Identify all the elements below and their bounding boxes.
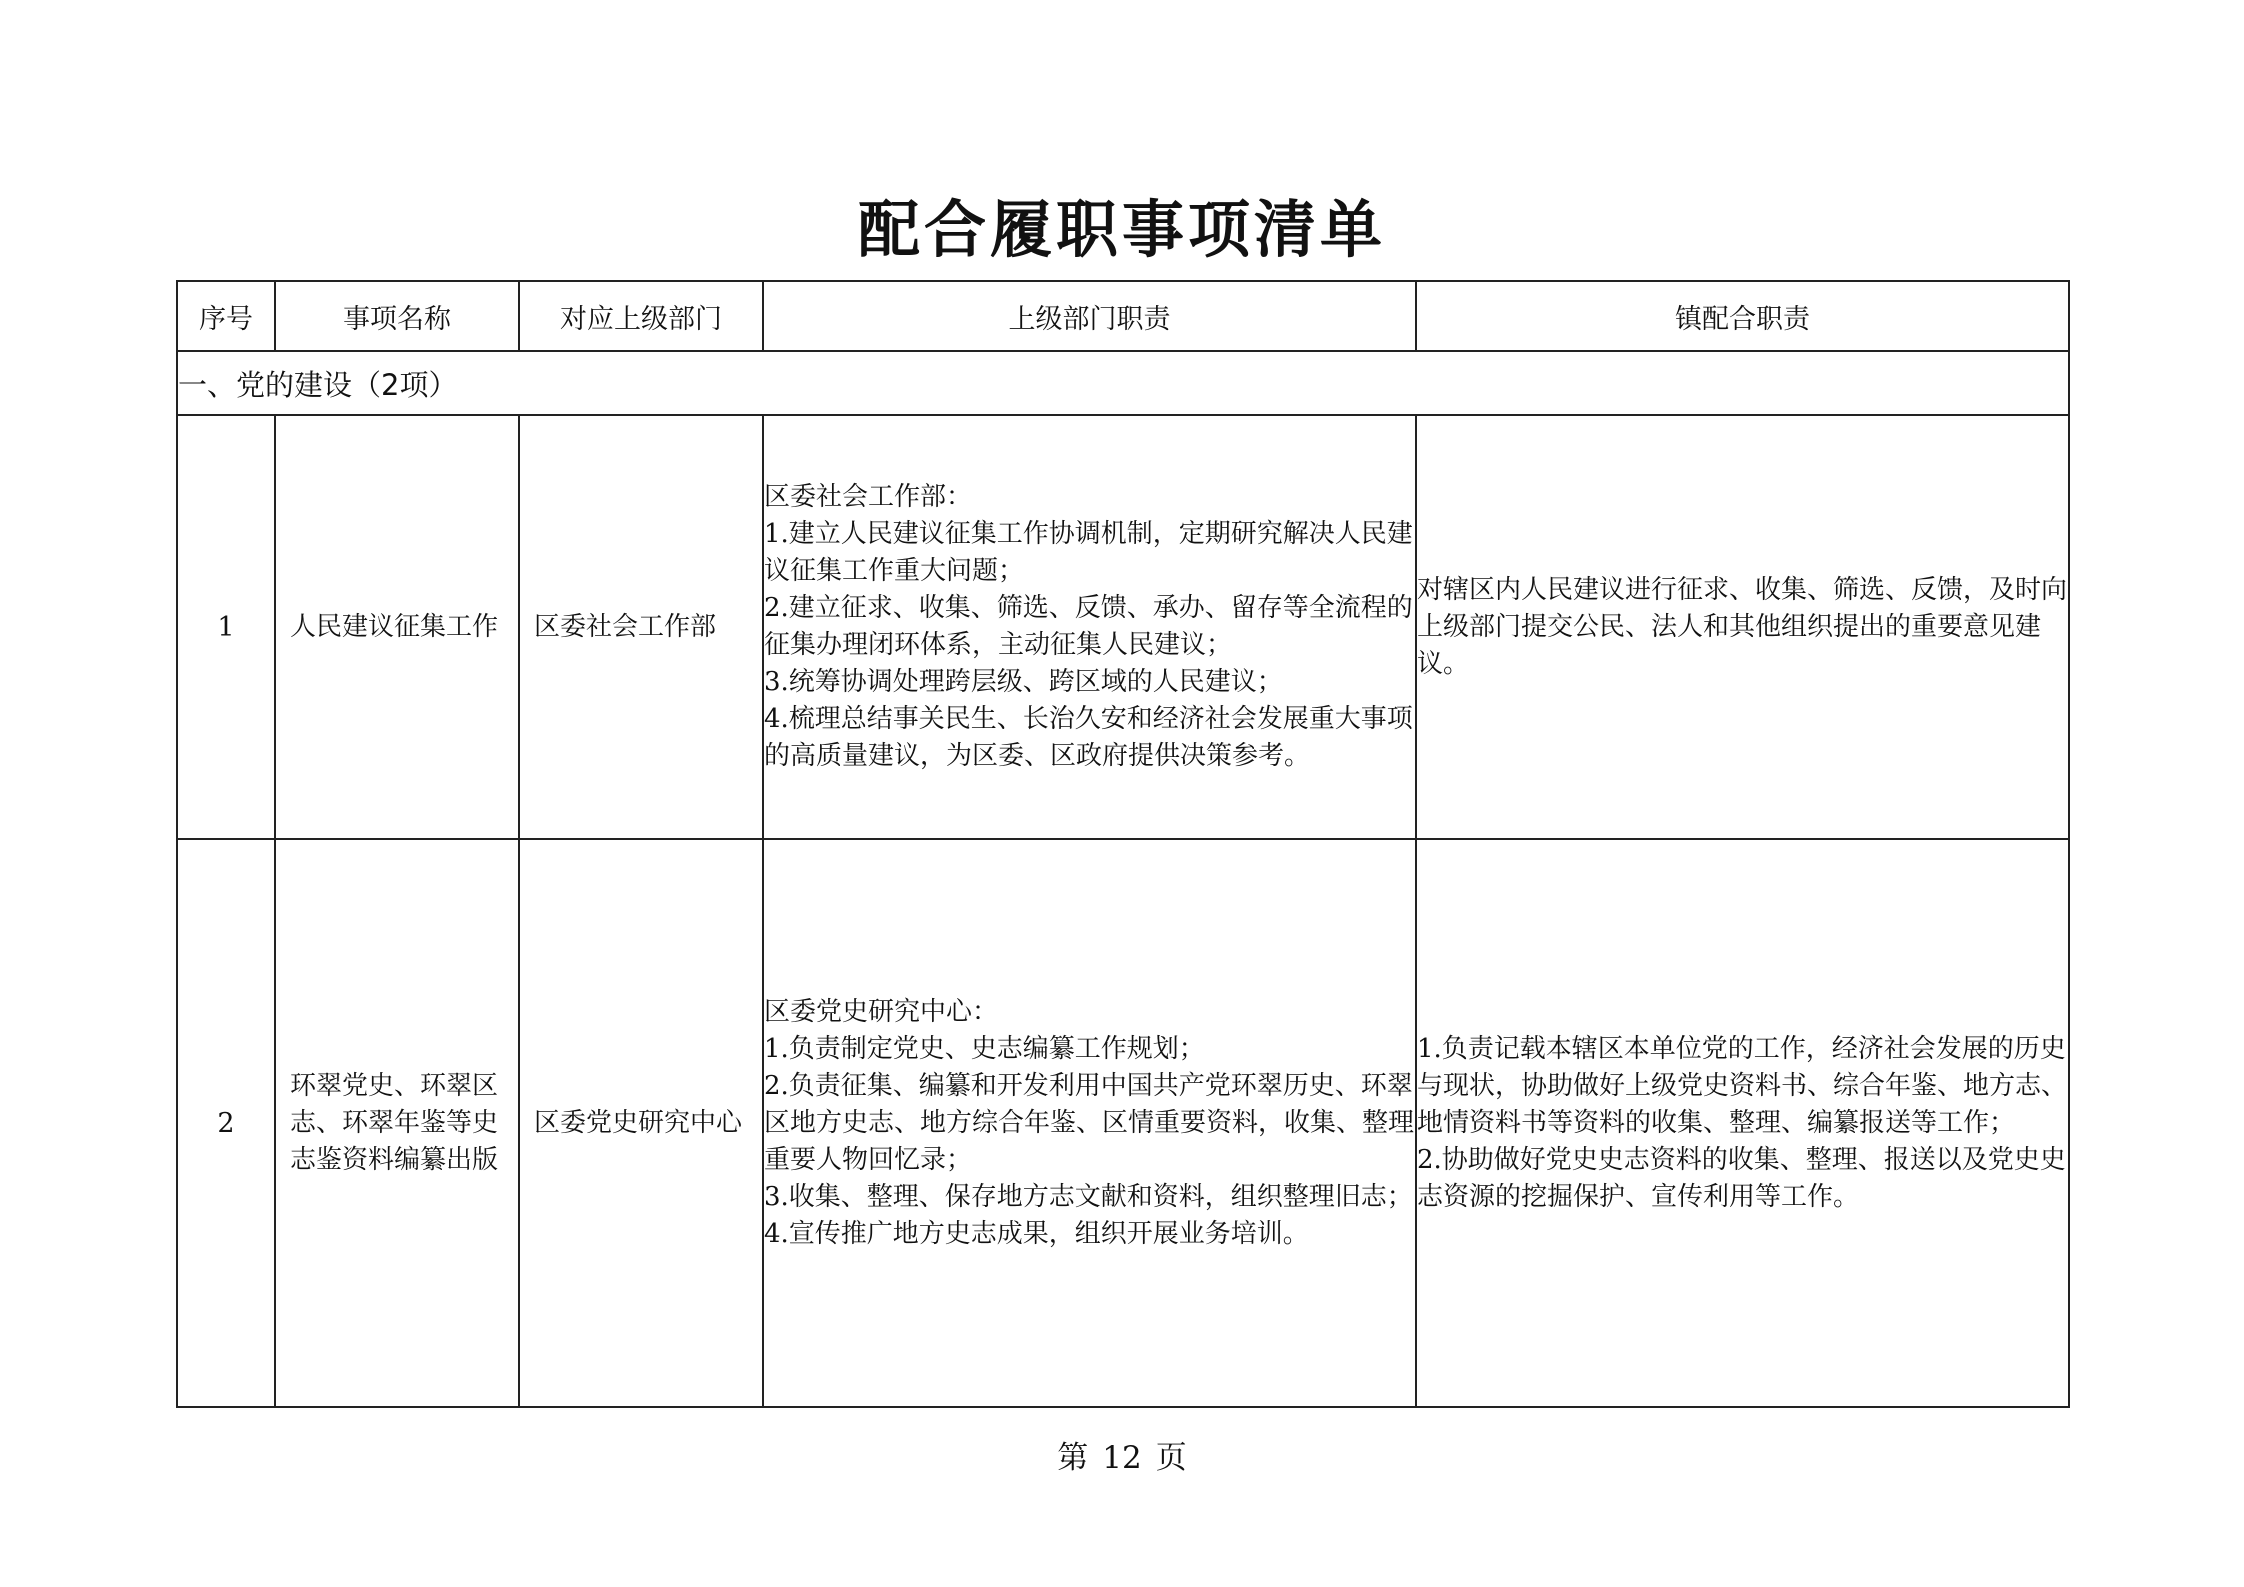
row-number: 1	[177, 415, 275, 839]
duty-line: 2.建立征求、收集、筛选、反馈、承办、留存等全流程的征集办理闭环体系，主动征集人民建议；	[764, 593, 1413, 660]
duty-line: 区委党史研究中心：	[764, 996, 999, 1027]
town-duties	[1416, 415, 2069, 839]
town-duty-line: 2.协助做好党史史志资料的收集、整理、报送以及党史史志资源的挖掘保护、宣传利用等工作。	[1417, 1144, 2066, 1212]
superior-duties	[763, 839, 1416, 1407]
header-item-name: 事项名称	[275, 281, 519, 351]
duty-line: 3.收集、整理、保存地方志文献和资料，组织整理旧志；	[764, 1181, 1413, 1212]
row-number: 2	[177, 839, 275, 1407]
section-row	[177, 351, 2069, 415]
header-town-duties: 镇配合职责	[1416, 281, 2069, 351]
table-header-row	[177, 281, 2069, 351]
superior-dept: 区委党史研究中心	[519, 839, 763, 1407]
duty-line: 1.负责制定党史、史志编纂工作规划；	[764, 1033, 1205, 1064]
duty-line: 2.负责征集、编纂和开发利用中国共产党环翠历史、环翠区地方史志、地方综合年鉴、区情重要资料，收集、整理重要人物回忆录；	[764, 1070, 1415, 1175]
page-prefix: 第	[1057, 1440, 1089, 1476]
duty-line: 4.梳理总结事关民生、长治久安和经济社会发展重大事项的高质量建议，为区委、区政府提供决策参考。	[764, 704, 1413, 771]
duty-line: 区委社会工作部：	[764, 482, 973, 512]
section-title: 一、党的建设（2项）	[177, 351, 2069, 415]
page-number	[0, 1432, 2244, 1477]
table-row	[177, 839, 2069, 1407]
table-row	[177, 415, 2069, 839]
superior-duties	[763, 415, 1416, 839]
header-superior-duties: 上级部门职责	[763, 281, 1416, 351]
duty-line: 1.建立人民建议征集工作协调机制，定期研究解决人民建议征集工作重大问题；	[764, 519, 1413, 586]
town-duty-line: 对辖区内人民建议进行征求、收集、筛选、反馈，及时向上级部门提交公民、法人和其他组织提出的重要意见建议。	[1417, 574, 2068, 679]
duty-line: 3.统筹协调处理跨层级、跨区域的人民建议；	[764, 667, 1283, 697]
town-duty-line: 1.负责记载本辖区本单位党的工作，经济社会发展的历史与现状，协助做好上级党史资料书、综合年鉴、地方志、地情资料书等资料的收集、整理、编纂报送等工作；	[1417, 1033, 2068, 1138]
document-title: 配合履职事项清单	[857, 193, 1386, 266]
header-index: 序号	[177, 281, 275, 351]
page-number-value: 12	[1102, 1440, 1142, 1476]
page-suffix: 页	[1155, 1440, 1187, 1476]
superior-dept: 区委社会工作部	[519, 415, 763, 839]
duty-table	[176, 280, 2070, 1408]
item-name: 环翠党史、环翠区志、环翠年鉴等史志鉴资料编纂出版	[275, 839, 519, 1407]
town-duties	[1416, 839, 2069, 1407]
duty-line: 4.宣传推广地方史志成果，组织开展业务培训。	[764, 1218, 1309, 1249]
item-name: 人民建议征集工作	[275, 415, 519, 839]
header-superior-dept: 对应上级部门	[519, 281, 763, 351]
